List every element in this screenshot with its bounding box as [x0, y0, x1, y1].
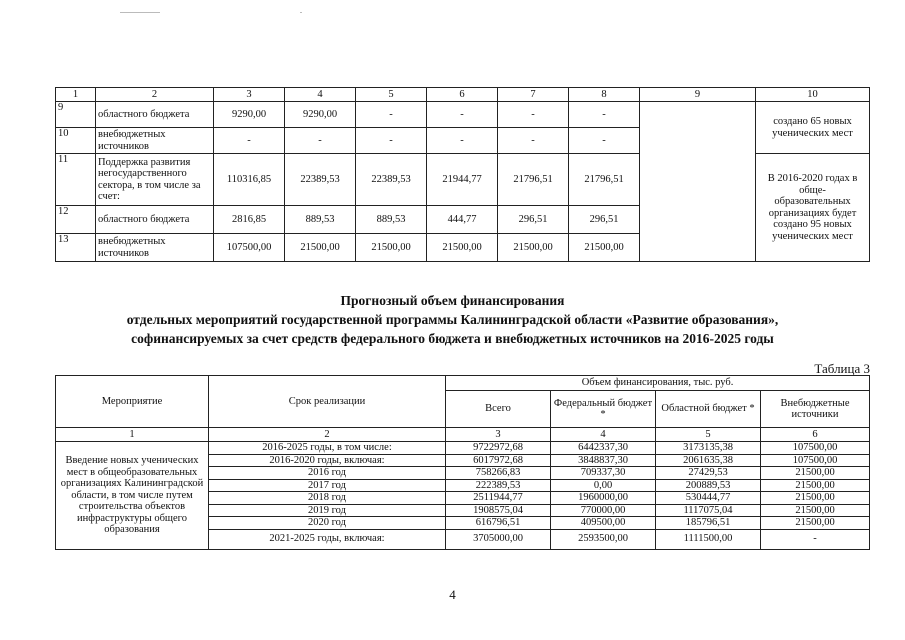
cell: 3705000,00: [446, 529, 551, 549]
row-num: 10: [56, 128, 96, 154]
period-cell: 2016-2020 годы, включая:: [209, 454, 446, 467]
col-num: 1: [56, 88, 96, 102]
scan-mark: [120, 12, 160, 13]
col-num: 6: [761, 428, 870, 442]
cell: -: [569, 102, 640, 128]
result-note: создано 65 новых ученических мест: [756, 102, 870, 154]
period-cell: 2016-2025 годы, в том числе:: [209, 442, 446, 455]
cell: -: [498, 128, 569, 154]
cell: 21500,00: [569, 234, 640, 262]
cell: 616796,51: [446, 517, 551, 530]
cell: 21796,51: [569, 154, 640, 206]
measure-cell: Введение новых ученических мест в общеобразовательных организациях Калининградской области, в том числе путем строительства объектов инфраструктуры общего образования: [56, 442, 209, 550]
cell: 9290,00: [214, 102, 285, 128]
cell: 27429,53: [656, 467, 761, 480]
cell: 9722972,68: [446, 442, 551, 455]
table-row: [56, 102, 870, 128]
col-num: 4: [551, 428, 656, 442]
col-num: 1: [56, 428, 209, 442]
funding-table-continued: [55, 87, 870, 262]
table-row: [56, 442, 870, 455]
cell: 21944,77: [427, 154, 498, 206]
col-num: 6: [427, 88, 498, 102]
period-cell: 2020 год: [209, 517, 446, 530]
header-extra: Внебюджетные источники: [761, 391, 870, 428]
cell: 21500,00: [285, 234, 356, 262]
header-period: Срок реализации: [209, 376, 446, 428]
cell: 3848837,30: [551, 454, 656, 467]
header-regional: Областной бюджет *: [656, 391, 761, 428]
header-volume: Объем финансирования, тыс. руб.: [446, 376, 870, 391]
header-federal: Федеральный бюджет *: [551, 391, 656, 428]
cell: 22389,53: [356, 154, 427, 206]
cell: 530444,77: [656, 492, 761, 505]
col-num: 2: [96, 88, 214, 102]
cell: 21500,00: [761, 492, 870, 505]
cell: -: [356, 128, 427, 154]
cell: 200889,53: [656, 479, 761, 492]
cell: 770000,00: [551, 504, 656, 517]
cell: 296,51: [569, 206, 640, 234]
cell: 9290,00: [285, 102, 356, 128]
cell: 185796,51: [656, 517, 761, 530]
col-num: 3: [214, 88, 285, 102]
cell: 6017972,68: [446, 454, 551, 467]
period-cell: 2018 год: [209, 492, 446, 505]
period-cell: 2016 год: [209, 467, 446, 480]
row-num: 13: [56, 234, 96, 262]
cell: 21500,00: [498, 234, 569, 262]
page-number: 4: [449, 587, 456, 602]
cell: -: [427, 128, 498, 154]
cell: 889,53: [356, 206, 427, 234]
cell: 21500,00: [761, 504, 870, 517]
section-heading: [0, 291, 905, 348]
period-cell: 2019 год: [209, 504, 446, 517]
cell: 409500,00: [551, 517, 656, 530]
header-total: Всего: [446, 391, 551, 428]
cell: 2816,85: [214, 206, 285, 234]
cell: 2593500,00: [551, 529, 656, 549]
period-cell: 2017 год: [209, 479, 446, 492]
col-num: 4: [285, 88, 356, 102]
col-num: 9: [640, 88, 756, 102]
cell: 21500,00: [761, 517, 870, 530]
col-num: 7: [498, 88, 569, 102]
cell: -: [569, 128, 640, 154]
cell: 0,00: [551, 479, 656, 492]
cell: -: [498, 102, 569, 128]
col-num: 5: [356, 88, 427, 102]
cell: -: [356, 102, 427, 128]
row-num: 9: [56, 102, 96, 128]
col-num: 3: [446, 428, 551, 442]
row-num: 12: [56, 206, 96, 234]
cell: 21500,00: [761, 479, 870, 492]
cell: 709337,30: [551, 467, 656, 480]
cell: 1908575,04: [446, 504, 551, 517]
cell: 6442337,30: [551, 442, 656, 455]
cell: 21500,00: [427, 234, 498, 262]
heading-line: Прогнозный объем финансирования: [340, 293, 565, 308]
cell: 222389,53: [446, 479, 551, 492]
row-name: областного бюджета: [96, 102, 214, 128]
cell: 22389,53: [285, 154, 356, 206]
cell: 444,77: [427, 206, 498, 234]
column-number-row: [56, 428, 870, 442]
cell: 889,53: [285, 206, 356, 234]
cell: 110316,85: [214, 154, 285, 206]
header-measure: Мероприятие: [56, 376, 209, 428]
column-number-row: [56, 88, 870, 102]
cell: 2061635,38: [656, 454, 761, 467]
col-num: 8: [569, 88, 640, 102]
scan-mark: [300, 12, 302, 13]
cell: 1960000,00: [551, 492, 656, 505]
cell: -: [214, 128, 285, 154]
cell: 107500,00: [761, 442, 870, 455]
cell: 107500,00: [214, 234, 285, 262]
col-num: 5: [656, 428, 761, 442]
cell: 21796,51: [498, 154, 569, 206]
cell: -: [761, 529, 870, 549]
cell: -: [285, 128, 356, 154]
cell: 758266,83: [446, 467, 551, 480]
row-name: внебюджетных источников: [96, 234, 214, 262]
period-cell: 2021-2025 годы, включая:: [209, 529, 446, 549]
table-number: Таблица 3: [814, 361, 870, 376]
cell: 1117075,04: [656, 504, 761, 517]
row-num: 11: [56, 154, 96, 206]
header-row: [56, 376, 870, 391]
row-name: областного бюджета: [96, 206, 214, 234]
row-name: Поддержка развития негосударственного сектора, в том числе за счет:: [96, 154, 214, 206]
cell: 1111500,00: [656, 529, 761, 549]
cell: 21500,00: [761, 467, 870, 480]
cell: 296,51: [498, 206, 569, 234]
cell: 3173135,38: [656, 442, 761, 455]
heading-line: софинансируемых за счет средств федерального бюджета и внебюджетных источников на 2016-2025 годы: [131, 331, 774, 346]
cell: -: [427, 102, 498, 128]
result-note: В 2016-2020 годах в обще-образовательных организациях будет создано 95 новых ученических мест: [756, 154, 870, 262]
empty-cell: [640, 102, 756, 262]
funding-forecast-table: [55, 375, 870, 550]
cell: 2511944,77: [446, 492, 551, 505]
col-num: 10: [756, 88, 870, 102]
row-name: внебюджетных источников: [96, 128, 214, 154]
heading-line: отдельных мероприятий государственной программы Калининградской области «Развитие образования»,: [126, 312, 779, 327]
col-num: 2: [209, 428, 446, 442]
cell: 21500,00: [356, 234, 427, 262]
cell: 107500,00: [761, 454, 870, 467]
